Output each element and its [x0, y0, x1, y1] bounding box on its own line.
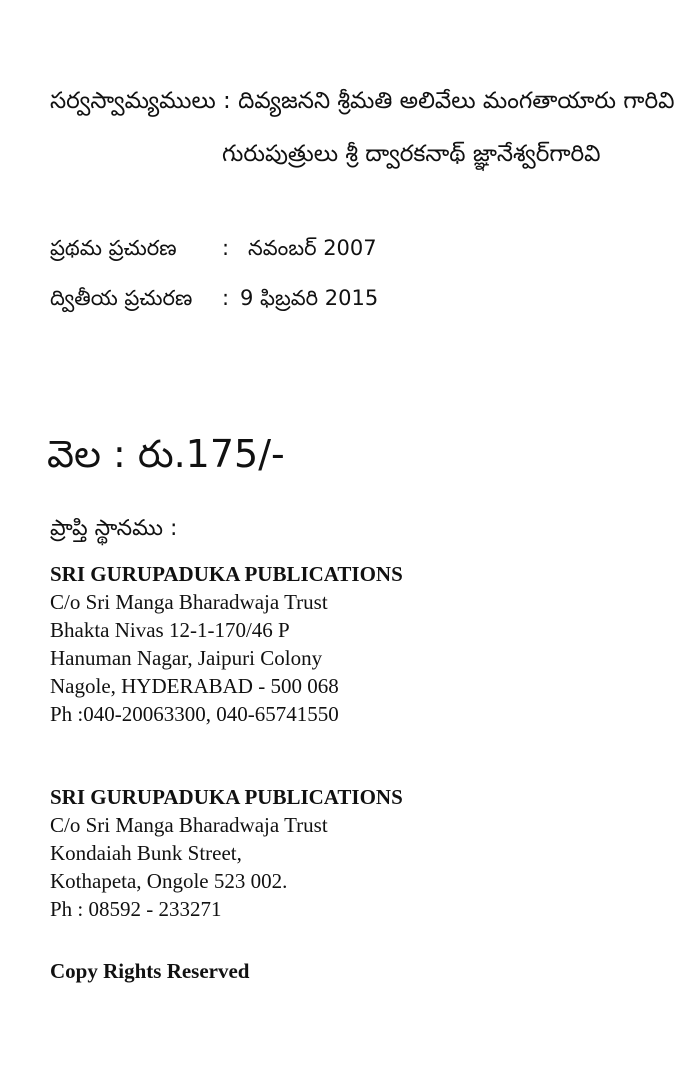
second-edition-colon: :: [222, 286, 230, 310]
rights-holder-line: సర్వస్వామ్యములు : దివ్యజనని శ్రీమతి అలివేలు మంగతాయారు గారివి: [50, 88, 675, 114]
publisher-address-hyderabad: [50, 560, 403, 728]
copyright-notice: Copy Rights Reserved: [50, 959, 250, 983]
address-line: C/o Sri Manga Bharadwaja Trust: [50, 813, 328, 837]
first-edition-colon: :: [222, 236, 230, 260]
price: వెల : రు.175/-: [47, 432, 285, 476]
second-edition-label: ద్వితీయ ప్రచురణ: [50, 286, 193, 310]
address-line: C/o Sri Manga Bharadwaja Trust: [50, 590, 328, 614]
first-edition-date: నవంబర్ 2007: [248, 236, 377, 260]
address-line: Nagole, HYDERABAD - 500 068: [50, 674, 339, 698]
publisher-name: SRI GURUPADUKA PUBLICATIONS: [50, 785, 403, 809]
first-edition-label: ప్రథమ ప్రచురణ: [50, 236, 177, 260]
second-edition-date: 9 ఫిబ్రవరి 2015: [240, 286, 379, 310]
phone-line: Ph :040-20063300, 040-65741550: [50, 702, 339, 726]
rights-holder-line-2: గురుపుత్రులు శ్రీ ద్వారకనాథ్ జ్ఞానేశ్వర్‌గారివి: [222, 141, 601, 167]
publisher-address-ongole: [50, 783, 403, 923]
phone-line: Ph : 08592 - 233271: [50, 897, 222, 921]
address-line: Bhakta Nivas 12-1-170/46 P: [50, 618, 290, 642]
publisher-name: SRI GURUPADUKA PUBLICATIONS: [50, 562, 403, 586]
address-line: Hanuman Nagar, Jaipuri Colony: [50, 646, 323, 670]
address-line: Kondaiah Bunk Street,: [50, 841, 242, 865]
address-line: Kothapeta, Ongole 523 002.: [50, 869, 288, 893]
availability-label: ప్రాప్తి స్థానము :: [50, 516, 178, 541]
